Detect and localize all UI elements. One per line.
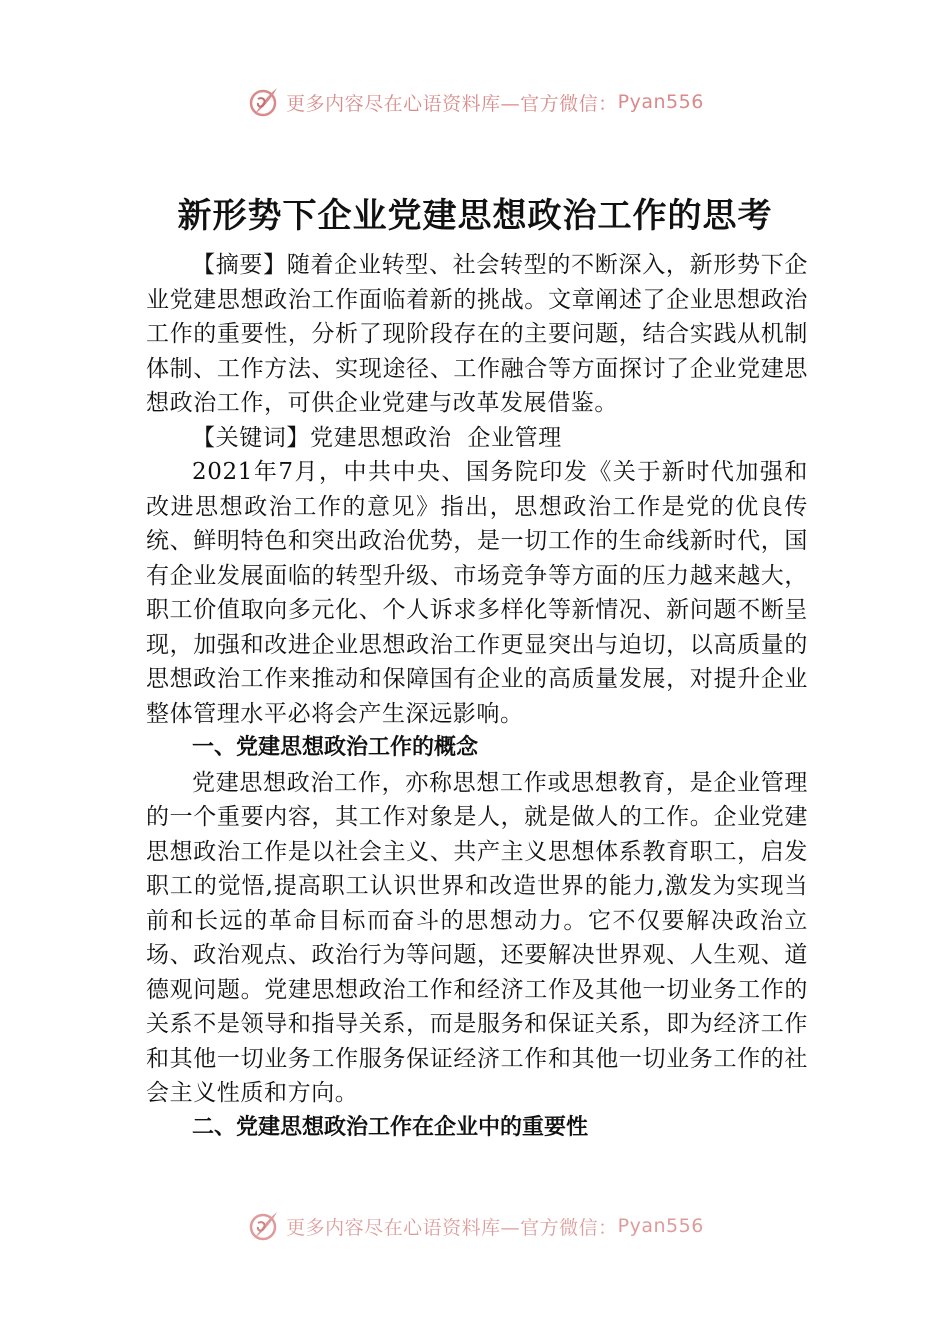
watermark-text: 更多内容尽在心语资料库—官方微信： xyxy=(286,92,618,115)
watermark-footer xyxy=(0,1208,950,1244)
document-body xyxy=(146,248,808,1145)
intro-paragraph: 2021年7月，中共中央、国务院印发《关于新时代加强和改进思想政治工作的意见》指出，思想政治工作是党的优良传统、鲜明特色和突出政治优势，是一切工作的生命线新时代，国有企业发展面临的转型升级、市场竞争等方面的压力越来越大，职工价值取向多元化、个人诉求多样化等新情况、新问题不断呈现，加强和改进企业思想政治工作更显突出与迫切，以高质量的思想政治工作来推动和保障国有企业的高质量发展，对提升企业整体管理水平必将会产生深远影响。 xyxy=(146,459,808,727)
keywords-paragraph: 【关键词】党建思想政治 企业管理 xyxy=(192,424,562,451)
watermark-header xyxy=(0,84,950,120)
page-title: 新形势下企业党建思想政治工作的思考 xyxy=(177,196,773,236)
section-1-heading: 一、党建思想政治工作的概念 xyxy=(192,735,479,760)
watermark-text: 更多内容尽在心语资料库—官方微信： xyxy=(286,1216,618,1239)
watermark-wechat-id: Pyan556 xyxy=(617,91,704,113)
section-1-paragraph: 党建思想政治工作，亦称思想工作或思想教育，是企业管理的一个重要内容，其工作对象是人，就是做人的工作。企业党建思想政治工作是以社会主义、共产主义思想体系教育职工，启发职工的觉悟,提高职工认识世界和改造世界的能力,激发为实现当前和长远的革命目标而奋斗的思想动力。它不仅要解决政治立场、政治观点、政治行为等问题，还要解决世界观、人生观、道德观问题。党建思想政治工作和经济工作及其他一切业务工作的关系不是领导和指导关系，而是服务和保证关系，即为经济工作和其他一切业务工作服务保证经济工作和其他一切业务工作的社会主义性质和方向。 xyxy=(146,769,808,1106)
quill-logo-icon xyxy=(246,1209,280,1243)
quill-logo-icon xyxy=(246,85,280,119)
watermark-wechat-id: Pyan556 xyxy=(617,1215,704,1237)
section-2-heading: 二、党建思想政治工作在企业中的重要性 xyxy=(192,1114,589,1140)
abstract-paragraph: 【摘要】随着企业转型、社会转型的不断深入，新形势下企业党建思想政治工作面临着新的挑战。文章阐述了企业思想政治工作的重要性，分析了现阶段存在的主要问题，结合实践从机制体制、工作方法、实现途径、工作融合等方面探讨了企业党建思想政治工作，可供企业党建与改革发展借鉴。 xyxy=(146,252,808,416)
